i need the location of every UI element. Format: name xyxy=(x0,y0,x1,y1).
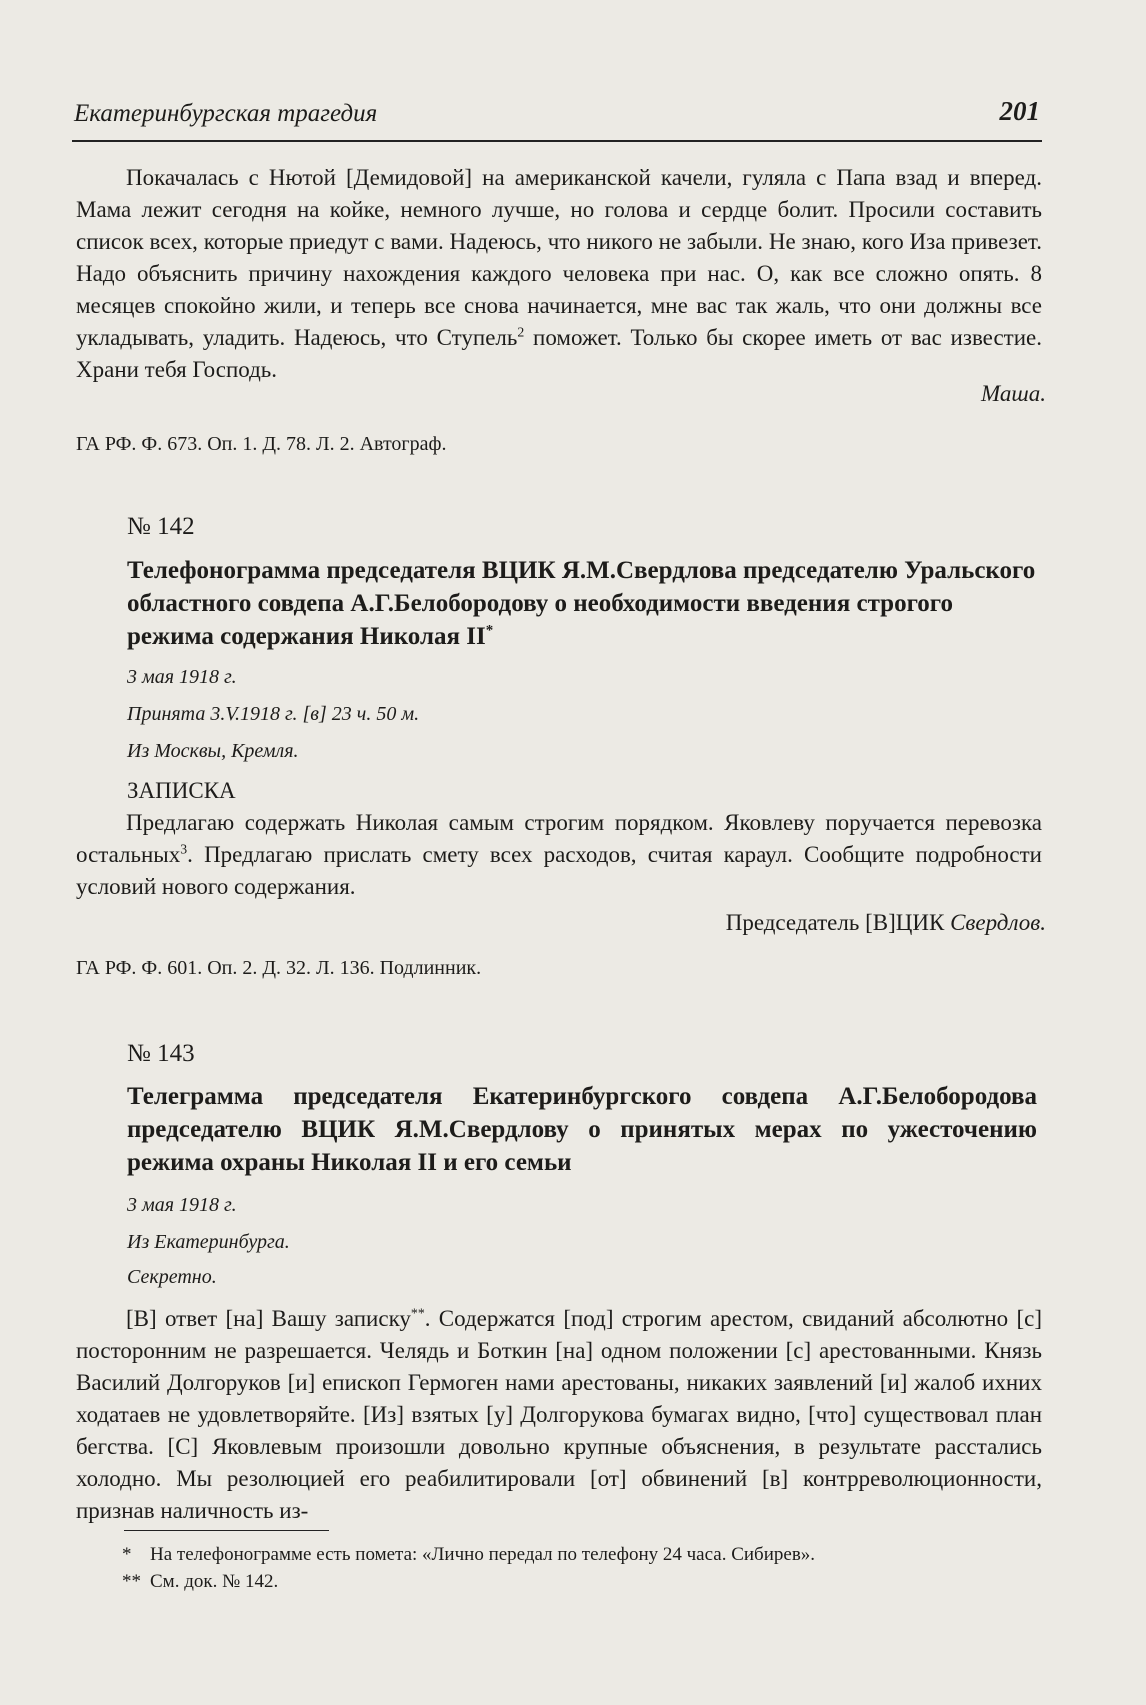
letter-signature: Маша. xyxy=(981,381,1046,406)
running-title: Екатеринбургская трагедия xyxy=(74,100,378,127)
doc142-heading: ЗАПИСКА xyxy=(127,778,236,803)
doc142-received: Принята 3.V.1918 г. [в] 23 ч. 50 м. xyxy=(127,703,420,725)
footnote-2: ** См. док. № 142. xyxy=(122,1571,279,1592)
letter-text: Покачалась с Нютой [Демидовой] на американской качели, гуляла с Папа взад и вперед. Мама лежит сегодня на койке, немного лучше, но голова и сердце болит. Просили составить список всех, которые приедут с вами. Надеюсь, что никого не забыли. Не знаю, кого Иза привезет. Надо объяснить причину нахождения каждого человека при нас. О, как все сложно опять. 8 месяцев спокойно жили, и теперь все снова начинается, мне вас так жаль, что они должны все укладывать, уладить. Надеюсь, что Ступель$^2$ поможет. Только бы скорее иметь от вас известие. Храни тебя Господь. xyxy=(76,165,1042,382)
doc143-date: 3 мая 1918 г. xyxy=(127,1194,237,1216)
doc142-source: ГА РФ. Ф. 601. Оп. 2. Д. 32. Л. 136. Подлинник. xyxy=(76,957,482,979)
footnote-rule xyxy=(124,1530,329,1531)
footnote-1: * На телефонограмме есть помета: «Лично передал по телефону 24 часа. Сибирев». xyxy=(122,1544,816,1565)
doc142-signature: Председатель [В]ЦИК Свердлов. xyxy=(725,910,1046,935)
doc143-text: [В] ответ [на] Вашу записку**. Содержатся [под] строгим арестом, свиданий абсолютно [с] посторонним не разрешается. Челядь и Боткин [на] одном положении [с] арестованными. Князь Василий Долгоруков [и] епископ Гермоген нами арестованы, никаких заявлений [и] жалоб ихних ходатаев не удовлетворяйте. [Из] взятых [у] Долгорукова бумагах видно, [что] существовал план бегства. [С] Яковлевым произошли довольно крупные объяснения, в результате расстались холодно. Мы резолюцией его реабилитировали [от] обвинений [в] контрреволюционности, признав наличность из- xyxy=(76,1305,1042,1523)
doc143-number: № 143 xyxy=(127,1040,195,1067)
doc143-secrecy: Секретно. xyxy=(127,1266,217,1288)
doc142-date: 3 мая 1918 г. xyxy=(127,666,237,688)
doc142-number: № 142 xyxy=(127,513,195,540)
note-ref: 2 xyxy=(517,324,525,340)
doc142-text: Предлагаю содержать Николая самым строгим порядком. Яковлеву поручается перевозка остальных$^3$. Предлагаю прислать смету всех расходов, считая караул. Сообщите подробности условий нового содержания. xyxy=(76,810,1042,899)
doc142-title: Телефонограмма председателя ВЦИК Я.М.Свердлова председателю Уральского областного совдепа А.Г.Белобородову о необходимости введения строгого режима содержания Николая II* xyxy=(127,557,1036,650)
doc143-origin: Из Екатеринбурга. xyxy=(127,1231,290,1253)
doc142-origin: Из Москвы, Кремля. xyxy=(127,740,299,762)
letter-source: ГА РФ. Ф. 673. Оп. 1. Д. 78. Л. 2. Автограф. xyxy=(76,433,447,455)
running-header xyxy=(72,96,1042,142)
doc143-title: Телеграмма председателя Екатеринбургского совдепа А.Г.Белобородова председателю ВЦИК Я.М.Свердлову о принятых мерах по ужесточению режима охраны Николая II и его семьи xyxy=(127,1083,1037,1176)
page-number: 201 xyxy=(999,96,1040,126)
